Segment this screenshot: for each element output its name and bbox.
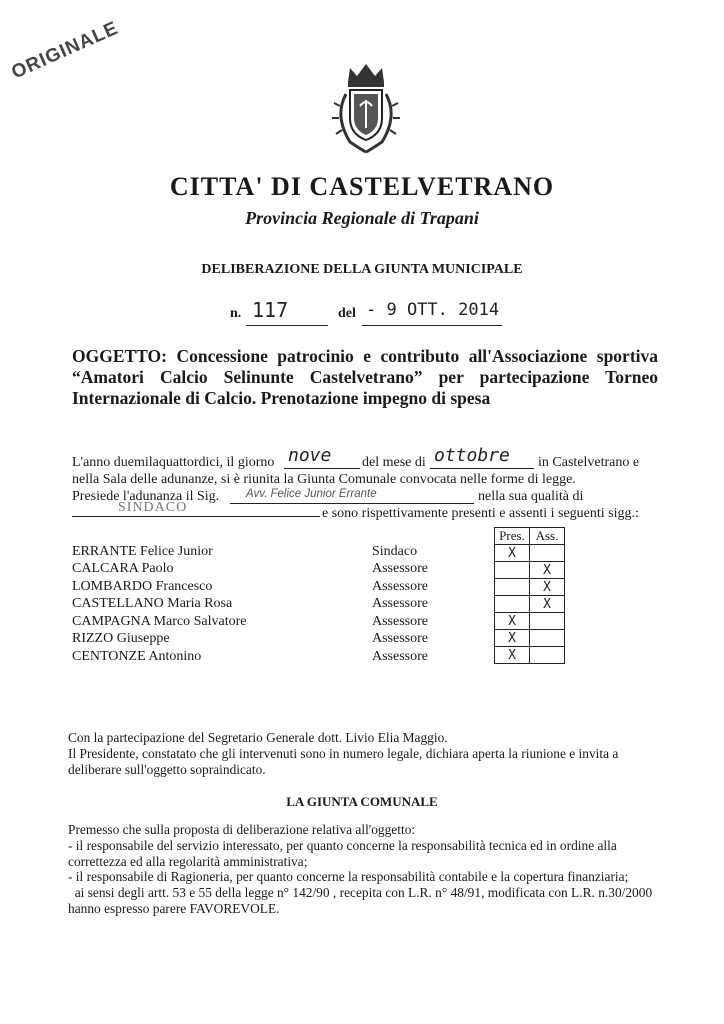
member-row: RIZZO Giuseppe Assessore [72, 631, 428, 647]
meeting-line-1a: L'anno duemilaquattordici, il giorno [72, 455, 275, 470]
date-label: del [338, 306, 356, 321]
present-mark: X [495, 630, 530, 647]
coat-of-arms-icon [326, 60, 406, 156]
meeting-line-4: e sono rispettivamente presenti e assenti i seguenti sigg.: [322, 506, 639, 521]
giunta-line: - il responsabile di Ragioneria, per quanto concerne la responsabilità contabile e la copertura finanziaria; [68, 869, 629, 885]
subject-text: Concessione patrocinio e contributo all'Associazione sportiva “Amatori Calcio Selinunte Castelvetrano” per partecipazione Torneo Internazionale di Calcio. Prenotazione impegno di spesa [72, 346, 659, 408]
city-title: CITTA' DI CASTELVETRANO [169, 172, 555, 201]
member-row: CALCARA Paolo Assessore [72, 561, 428, 577]
absent-mark [530, 613, 565, 630]
present-mark [495, 579, 530, 596]
member-row: LOMBARDO Francesco Assessore [72, 578, 428, 594]
secretary-line-3: deliberare sull'oggetto sopraindicato. [68, 761, 266, 777]
deliberation-heading: DELIBERAZIONE DELLA GIUNTA MUNICIPALE [201, 262, 523, 277]
meeting-day: nove [288, 445, 332, 466]
meeting-line-1c: in Castelvetrano e [538, 455, 640, 470]
meeting-line-1b: del mese di [362, 455, 426, 470]
attendance-grid [494, 527, 565, 664]
deliberation-number: 117 [252, 298, 289, 322]
deliberation-date: - 9 OTT. 2014 [366, 300, 500, 320]
present-mark: X [495, 613, 530, 630]
present-mark: X [495, 647, 530, 664]
giunta-line: - il responsabile del servizio interessato, per quanto concerne la responsabilità tecnica ed in ordine alla [68, 837, 617, 853]
members-list [72, 543, 428, 666]
giunta-line: correttezza ed alla regolarità amministrativa; [68, 853, 308, 869]
giunta-line: Premesso che sulla proposta di deliberazione relativa all'oggetto: [68, 822, 416, 837]
member-row: CASTELLANO Maria Rosa Assessore [72, 596, 428, 612]
secretary-line-1: Con la partecipazione del Segretario Generale dott. Livio Elia Maggio. [68, 730, 448, 745]
member-row: CENTONZE Antonino Assessore [72, 648, 428, 664]
absent-header: Ass. [530, 528, 565, 545]
absent-mark [530, 545, 565, 562]
province-title: Provincia Regionale di Trapani [245, 208, 479, 228]
member-row: CAMPAGNA Marco Salvatore Assessore [72, 613, 428, 629]
giunta-heading: LA GIUNTA COMUNALE [286, 794, 438, 809]
present-header: Pres. [495, 528, 530, 545]
present-mark [495, 596, 530, 613]
president-name: Avv. Felice Junior Errante [246, 488, 377, 500]
giunta-body [68, 822, 658, 917]
absent-mark: X [530, 579, 565, 596]
absent-mark: X [530, 596, 565, 613]
subject-label: OGGETTO: [72, 346, 167, 366]
absent-mark: X [530, 562, 565, 579]
president-role: SINDACO [118, 500, 188, 515]
meeting-line-2: nella Sala delle adunanze, si è riunita la Giunta Comunale convocata nelle forme di legge. [72, 472, 576, 487]
secretary-block [68, 730, 658, 777]
originale-stamp: ORIGINALE [8, 17, 122, 84]
present-mark [495, 562, 530, 579]
present-mark: X [495, 545, 530, 562]
giunta-line: ai sensi degli artt. 53 e 55 della legge n° 142/90 , recepita con L.R. n° 48/91, modificata con L.R. n.30/2000 [68, 885, 653, 901]
giunta-line: hanno espresso parere FAVOREVOLE. [68, 900, 280, 916]
absent-mark [530, 647, 565, 664]
subject-block [72, 346, 658, 409]
meeting-line-3b: nella sua qualità di [478, 489, 584, 504]
meeting-month: ottobre [434, 445, 510, 466]
member-row: ERRANTE Felice Junior Sindaco [72, 543, 418, 559]
secretary-line-2: Il Presidente, constatato che gli intervenuti sono in numero legale, dichiara aperta la riunione e invita a [68, 745, 619, 761]
meeting-line-3a: Presiede l'adunanza il Sig. [72, 489, 220, 504]
number-label: n. [230, 306, 242, 321]
absent-mark [530, 630, 565, 647]
